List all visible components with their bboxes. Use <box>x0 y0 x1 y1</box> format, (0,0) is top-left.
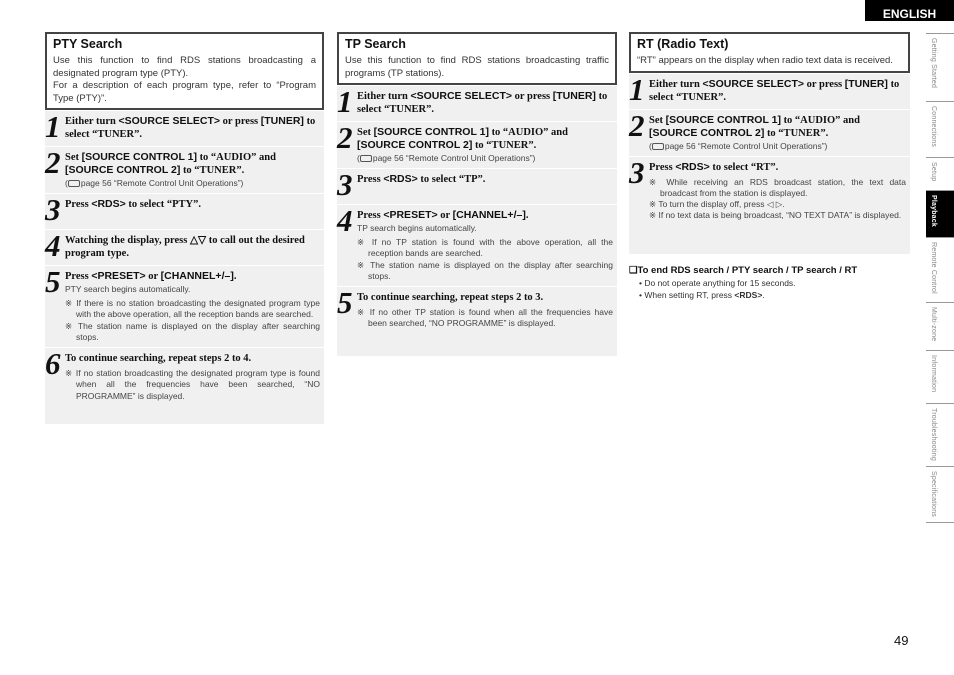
tp-desc: Use this function to find RDS stations broadcasting traffic programs (TP stations). <box>345 55 609 79</box>
side-nav-label: Playback <box>930 195 937 227</box>
button-name: [SOURCE CONTROL 2] <box>649 126 765 139</box>
button-name: [SOURCE CONTROL 1] <box>373 126 489 138</box>
instruction-text: Either turn <box>357 91 411 102</box>
side-nav-label: Specifications <box>930 471 937 517</box>
note: ※ To turn the display off, press ◁ ▷. <box>649 199 785 210</box>
language-tab: ENGLISH <box>865 0 954 21</box>
tp-search-column <box>337 32 617 356</box>
ref-open: ( <box>65 178 68 188</box>
instruction-text: or press <box>804 78 845 90</box>
instruction-text: to select “TUNER”. <box>649 78 900 103</box>
step-number: 2 <box>629 107 645 143</box>
subtext: page 56 “Remote Control Unit Operations”) <box>372 153 536 163</box>
step-number: 3 <box>45 192 61 227</box>
pty-desc: Use this function to find RDS stations broadcasting a designated program type (PTY). <box>53 55 316 79</box>
button-name: <SOURCE SELECT> <box>118 115 221 127</box>
step-instruction: To continue searching, repeat steps 2 to 3. <box>357 292 544 304</box>
step-number: 3 <box>629 154 645 190</box>
step-notes <box>357 307 613 330</box>
step-subtext <box>357 153 613 164</box>
instruction-text: to “TUNER”. <box>764 127 829 139</box>
instruction-text: to select “PTY”. <box>125 199 202 210</box>
instruction-text: or press <box>512 91 553 102</box>
instruction-text: Press <box>65 199 92 210</box>
rt-desc: “RT” appears on the display when radio text data is received. <box>637 55 893 66</box>
tp-title: TP Search <box>345 37 406 51</box>
step-number: 2 <box>45 145 61 180</box>
rt-intro-box <box>629 32 910 73</box>
note: ※ The station name is displayed on the display after searching stops. <box>65 320 320 342</box>
side-nav-label: Getting Started <box>930 38 937 89</box>
instruction-text: . <box>233 271 237 282</box>
step-number: 1 <box>629 71 645 107</box>
side-nav-label: Remote Control <box>930 242 937 294</box>
step-instruction <box>357 209 613 222</box>
ref-open: ( <box>649 140 652 151</box>
side-nav-label: Information <box>930 355 937 393</box>
instruction-text: to “AUDIO” and <box>488 127 568 138</box>
side-nav-item[interactable] <box>926 101 954 157</box>
step-number: 4 <box>337 203 353 238</box>
page-number: 49 <box>894 633 909 648</box>
rt-steps <box>629 73 910 226</box>
rt-column <box>629 32 910 254</box>
step-number: 5 <box>337 285 353 321</box>
side-nav <box>926 33 954 523</box>
side-nav-label: Connections <box>930 106 937 148</box>
subtext: TP search begins automatically. <box>357 223 477 233</box>
side-nav-item[interactable] <box>926 157 954 190</box>
step-subtext <box>649 141 906 152</box>
step-number: 1 <box>45 109 61 144</box>
step-number: 3 <box>337 167 353 202</box>
instruction-text: Set <box>357 127 374 138</box>
button-name: [SOURCE CONTROL 2] <box>65 164 181 176</box>
step-instruction: To continue searching, repeat steps 2 to 4. <box>65 353 252 365</box>
button-name: <SOURCE SELECT> <box>410 90 513 102</box>
rds-key: <RDS> <box>734 289 763 300</box>
step-subtext <box>357 223 613 234</box>
end-search-item-2 <box>639 290 796 302</box>
step-subtext <box>65 284 320 295</box>
end-item-post: . <box>762 289 765 300</box>
instruction-text: Either turn <box>649 78 703 90</box>
step-instruction <box>357 173 613 186</box>
side-nav-end <box>926 522 954 523</box>
button-name: [SOURCE CONTROL 1] <box>665 113 781 126</box>
instruction-text: to “TUNER”. <box>472 140 537 151</box>
instruction-text: to select “RT”. <box>709 161 779 173</box>
note: ※ The station name is displayed on the display after searching stops. <box>357 259 613 281</box>
instruction-text: Set <box>65 152 82 163</box>
step-notes <box>357 237 613 282</box>
button-name: [TUNER] <box>844 77 888 90</box>
instruction-text: to select “TP”. <box>417 174 486 185</box>
side-nav-item[interactable] <box>926 403 954 466</box>
side-nav-item[interactable] <box>926 237 954 302</box>
step-number: 6 <box>45 346 61 382</box>
side-nav-item[interactable] <box>926 350 954 403</box>
note: ※ If no station broadcasting the designated program type is found when all the frequencies have been searched, “NO PROGRAMME” is displayed. <box>65 368 320 401</box>
step-3 <box>629 156 910 226</box>
pty-title: PTY Search <box>53 37 123 51</box>
rt-title: RT (Radio Text) <box>637 37 729 51</box>
side-nav-label: Multi-zone <box>930 307 937 342</box>
note: ※ If no TP station is found with the above operation, all the reception bands are searched. <box>357 237 613 259</box>
instruction-text: Either turn <box>65 116 119 127</box>
button-name: <RDS> <box>675 160 710 173</box>
step-instruction <box>65 270 320 283</box>
note: ※ If no text data is being broadcast, “NO TEXT DATA” is displayed. <box>649 210 902 221</box>
button-name: <SOURCE SELECT> <box>702 77 805 90</box>
step-number: 4 <box>45 228 61 263</box>
step-4 <box>45 229 324 265</box>
subtext: page 56 “Remote Control Unit Operations”) <box>80 178 244 188</box>
note: ※ If there is no station broadcasting the designated program type with the above operation, all the reception bands are searched. <box>65 298 320 320</box>
subtext: PTY search begins automatically. <box>65 284 191 294</box>
instruction-text: to “AUDIO” and <box>196 152 276 163</box>
button-name: <RDS> <box>91 198 126 210</box>
pty-search-column <box>45 32 324 424</box>
instruction-text: Press <box>65 271 92 282</box>
button-name: <PRESET> <box>91 270 146 282</box>
step-instruction <box>65 151 320 177</box>
step-notes <box>649 177 906 222</box>
pty-desc-2: For a description of each program type, refer to “Program Type (PTY)”. <box>53 80 316 104</box>
step-notes <box>65 368 320 402</box>
instruction-text: Press <box>357 174 384 185</box>
side-nav-label: Troubleshooting <box>930 408 937 461</box>
pty-steps <box>45 110 324 406</box>
step-subtext <box>65 178 320 189</box>
step-3 <box>337 168 617 204</box>
end-item-text: • When setting RT, press <box>639 289 735 300</box>
page-reference-icon <box>652 143 664 150</box>
end-search-heading: ❑To end RDS search / PTY search / TP search / RT <box>629 265 858 276</box>
instruction-text: Press <box>357 210 384 221</box>
button-name: [TUNER] <box>552 90 596 102</box>
instruction-text: to select “TUNER”. <box>65 116 316 140</box>
instruction-text: or <box>437 210 453 221</box>
ref-open: ( <box>357 153 360 163</box>
button-name: [TUNER] <box>260 115 304 127</box>
button-name: <RDS> <box>383 173 418 185</box>
instruction-text: or press <box>220 116 261 127</box>
note: ※ If no other TP station is found when all the frequencies have been searched, “NO PROGRAMME” is displayed. <box>357 307 613 329</box>
button-name: [CHANNEL+/–] <box>160 270 234 282</box>
side-nav-item[interactable] <box>926 466 954 522</box>
step-2 <box>629 109 910 156</box>
step-instruction <box>65 198 320 211</box>
page-reference-icon <box>68 180 80 187</box>
step-2 <box>45 146 324 193</box>
page-reference-icon <box>360 155 372 162</box>
step-instruction <box>65 115 320 141</box>
tp-steps <box>337 85 617 334</box>
side-nav-item[interactable] <box>926 302 954 350</box>
step-instruction <box>357 126 613 152</box>
instruction-text: to “AUDIO” and <box>780 114 860 126</box>
instruction-text: to “TUNER”. <box>180 165 245 176</box>
instruction-text: Press <box>649 161 676 173</box>
step-number: 2 <box>337 120 353 155</box>
step-instruction <box>357 90 613 116</box>
step-1 <box>45 110 324 146</box>
step-5 <box>337 286 617 334</box>
step-4 <box>337 204 617 286</box>
note: ※ While receiving an RDS broadcast station, the text data broadcast from the station is displayed. <box>649 176 906 198</box>
pty-intro-box <box>45 32 324 110</box>
step-1 <box>629 73 910 109</box>
side-nav-label: Setup <box>930 162 937 182</box>
button-name: <PRESET> <box>383 209 438 221</box>
step-3 <box>45 193 324 229</box>
side-nav-item[interactable] <box>926 190 954 237</box>
step-instruction <box>649 78 906 104</box>
step-notes <box>65 298 320 343</box>
step-number: 1 <box>337 84 353 119</box>
button-name: [SOURCE CONTROL 2] <box>357 139 473 151</box>
subtext: page 56 “Remote Control Unit Operations”) <box>664 140 828 151</box>
tp-intro-box <box>337 32 617 85</box>
step-6 <box>45 347 324 406</box>
end-search-item: • Do not operate anything for 15 seconds. <box>639 278 796 288</box>
step-instruction: Watching the display, press △▽ to call out the desired program type. <box>65 235 305 259</box>
instruction-text: or <box>145 271 161 282</box>
button-name: [CHANNEL+/–] <box>452 209 526 221</box>
button-name: [SOURCE CONTROL 1] <box>81 151 197 163</box>
step-instruction <box>649 161 906 174</box>
step-instruction <box>649 114 906 140</box>
step-5 <box>45 265 324 347</box>
end-search-list <box>639 278 796 301</box>
instruction-text: to select “TUNER”. <box>357 91 608 115</box>
step-number: 5 <box>45 264 61 299</box>
instruction-text: Set <box>649 114 666 126</box>
instruction-text: . <box>525 210 529 221</box>
side-nav-item[interactable] <box>926 33 954 101</box>
step-1 <box>337 85 617 121</box>
step-2 <box>337 121 617 168</box>
